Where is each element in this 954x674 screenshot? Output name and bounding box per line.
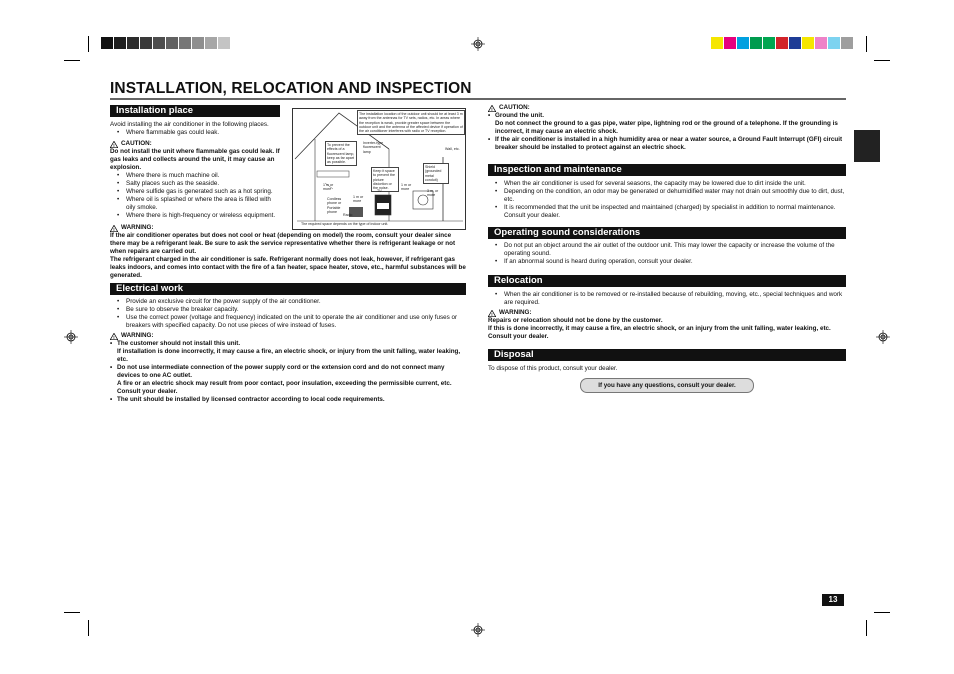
color-swatch bbox=[828, 37, 840, 49]
svg-text:!: ! bbox=[113, 334, 115, 340]
warning-body: If this is done incorrectly, it may cause a fire, an electric shock, or an injury from the unit falling, water leaking, etc. Consult your dealer. bbox=[488, 325, 831, 340]
title-rule bbox=[110, 98, 846, 100]
color-swatch bbox=[841, 37, 853, 49]
page-title: INSTALLATION, RELOCATION AND INSPECTION bbox=[110, 80, 472, 97]
diagram-radio-label: Radio bbox=[343, 213, 353, 217]
color-swatch bbox=[763, 37, 775, 49]
electrical-work-block bbox=[110, 298, 466, 404]
color-swatch bbox=[192, 37, 204, 49]
warning-item: • The customer should not install this unit. If installation is done incorrectly, it may cause a fire, an electric shock, or injury from the unit falling, water leaking, etc. bbox=[110, 340, 466, 364]
color-swatch bbox=[737, 37, 749, 49]
diagram-1m-label-c: 1 m or more bbox=[401, 183, 412, 192]
color-swatch bbox=[153, 37, 165, 49]
color-swatch bbox=[179, 37, 191, 49]
list-item: • When the air conditioner is to be removed or re-installed because of rebuilding, moving, etc., special techniques and work are required. bbox=[488, 291, 846, 307]
color-swatch bbox=[205, 37, 217, 49]
crop-mark bbox=[866, 36, 867, 52]
list-item: • It is recommended that the unit be inspected and maintained (charged) by specialist in addition to normal maintenance. Consult your dealer. bbox=[488, 204, 846, 220]
section-heading-installation-place: Installation place bbox=[110, 105, 280, 117]
operating-sound-block bbox=[488, 242, 846, 266]
color-swatch bbox=[166, 37, 178, 49]
bullet-list bbox=[488, 180, 846, 220]
diagram-prevent-label: To prevent the effects of a fluorescent lamp, keep as far apart as possible. bbox=[325, 141, 357, 166]
list-item: • Provide an exclusive circuit for the power supply of the air conditioner. bbox=[110, 298, 466, 306]
warning-triangle-icon bbox=[488, 310, 496, 317]
bullet-list bbox=[110, 129, 282, 137]
color-swatch bbox=[114, 37, 126, 49]
warning-triangle-icon bbox=[110, 333, 118, 340]
crop-mark bbox=[866, 620, 867, 636]
list-item: • Where there is high-frequency or wireless equipment. bbox=[110, 212, 280, 220]
diagram-tv-label: TV bbox=[377, 189, 382, 193]
relocation-block bbox=[488, 291, 846, 341]
warning-label: ! WARNING: bbox=[110, 332, 466, 340]
crop-mark bbox=[88, 36, 89, 52]
color-swatch bbox=[711, 37, 723, 49]
intro-text: Avoid installing the air conditioner in the following places. bbox=[110, 121, 269, 128]
grounding-caution-block bbox=[488, 104, 846, 152]
color-swatch bbox=[101, 37, 113, 49]
warning-label: ! WARNING: bbox=[488, 309, 846, 317]
registration-mark-icon bbox=[471, 37, 485, 51]
diagram-3m-label: 3 m, or more bbox=[427, 189, 439, 198]
bullet-list bbox=[488, 291, 846, 307]
section-heading-electrical-work: Electrical work bbox=[110, 283, 466, 295]
diagram-bottom-note: The required space depends on the type of indoor unit. bbox=[301, 222, 389, 226]
diagram-1m-label-b: 1 m or more bbox=[353, 195, 364, 204]
color-swatch bbox=[140, 37, 152, 49]
color-swatch bbox=[815, 37, 827, 49]
color-swatch bbox=[724, 37, 736, 49]
color-swatch bbox=[750, 37, 762, 49]
bullet-list bbox=[110, 298, 466, 330]
list-item: • Salty places such as the seaside. bbox=[110, 180, 280, 188]
warning-triangle-icon bbox=[110, 225, 118, 232]
registration-mark-icon bbox=[876, 330, 890, 344]
diagram-keep-space-label: Keep it space to prevent the picture distortion or the noise. bbox=[371, 167, 399, 192]
caution-item: • Ground the unit. Do not connect the ground to a gas pipe, water pipe, lightning rod or the ground of a telephone. If the grounding is incorrect, it may cause an electric shock. bbox=[488, 112, 846, 136]
warning-text: If the air conditioner operates but does not cool or heat (depending on model) the room, consult your dealer since there may be a refrigerant leak. Be sure to ask the service representative whether there is refrigerant leakage or not when repairs are carried out. bbox=[110, 232, 456, 255]
caution-list bbox=[488, 112, 846, 152]
contact-dealer-note: If you have any questions, consult your dealer. bbox=[580, 378, 754, 393]
caution-label: ! CAUTION: bbox=[110, 140, 282, 148]
svg-text:!: ! bbox=[491, 106, 493, 112]
color-swatch bbox=[802, 37, 814, 49]
list-item: • Depending on the condition, an odor may be generated or dehumidified water may not drain out smoothly due to dirt, dust, etc. bbox=[488, 188, 846, 204]
installation-place-block bbox=[110, 121, 282, 220]
crop-mark bbox=[874, 612, 890, 613]
section-heading-relocation: Relocation bbox=[488, 275, 846, 287]
diagram-wall-label: Wall, etc. bbox=[445, 147, 460, 151]
installation-warning-block bbox=[110, 224, 466, 280]
svg-text:!: ! bbox=[491, 311, 493, 317]
caution-item: • If the air conditioner is installed in a high humidity area or near a water source, a Ground Fault Interrupt (GFI) circuit breaker should be installed to protect against an electric shock. bbox=[488, 136, 846, 152]
list-item: • Where sulfide gas is generated such as a hot spring. bbox=[110, 188, 280, 196]
diagram-inverter-label: Inverter-type fluorescent lamp bbox=[363, 141, 384, 154]
list-item: • Do not put an object around the air outlet of the outdoor unit. This may lower the capacity or increase the volume of the operating sound. bbox=[488, 242, 846, 258]
crop-mark bbox=[64, 60, 80, 61]
caution-text: Do not install the unit where flammable gas could leak. If gas leaks and collects around the unit, it may cause an explosion. bbox=[110, 148, 280, 171]
bullet-list bbox=[110, 172, 280, 220]
list-item: • Where oil is splashed or where the area is filled with oily smoke. bbox=[110, 196, 280, 212]
list-item: • Where there is much machine oil. bbox=[110, 172, 280, 180]
section-tab bbox=[854, 130, 880, 162]
section-heading-disposal: Disposal bbox=[488, 349, 846, 361]
disposal-text: To dispose of this product, consult your dealer. bbox=[488, 365, 618, 372]
caution-triangle-icon bbox=[488, 105, 496, 112]
svg-text:!: ! bbox=[113, 142, 115, 148]
warning-text: The refrigerant charged in the air conditioner is safe. Refrigerant normally does not leak, however, if refrigerant gas leaks indoors, and comes into contact with the fire of a fan heater, space heater, stove, etc., harmful substances will be generated. bbox=[110, 256, 466, 279]
page-number: 13 bbox=[822, 594, 844, 606]
color-swatch bbox=[776, 37, 788, 49]
section-heading-operating-sound: Operating sound considerations bbox=[488, 227, 846, 239]
diagram-cordless-label: Cordless phone or Portable phone bbox=[327, 197, 342, 214]
list-item: • When the air conditioner is used for several seasons, the capacity may be lowered due to dirt inside the unit. bbox=[488, 180, 846, 188]
crop-mark bbox=[88, 620, 89, 636]
color-swatch bbox=[218, 37, 230, 49]
section-heading-inspection: Inspection and maintenance bbox=[488, 164, 846, 176]
diagram-top-note: The installation location of the outdoor unit should be at least 3 m away from the antennas for TV sets, radios, etc. In areas where the reception is weak, provide greater space between the outdoor unit and the antenna of the affected device if operation of the air conditioner interferes with radio or TV reception. bbox=[357, 110, 465, 135]
warning-head: Repairs or relocation should not be done by the customer. bbox=[488, 317, 663, 324]
registration-mark-icon bbox=[471, 623, 485, 637]
color-swatch bbox=[127, 37, 139, 49]
installation-diagram bbox=[292, 108, 466, 230]
caution-label: ! CAUTION: bbox=[488, 104, 846, 112]
svg-text:!: ! bbox=[113, 226, 115, 232]
crop-mark bbox=[874, 60, 890, 61]
caution-triangle-icon bbox=[110, 141, 118, 148]
inspection-block bbox=[488, 180, 846, 220]
list-item: • Use the correct power (voltage and frequency) indicated on the unit to operate the air conditioner and use only fuses or breakers with specified capacity. Do not use pieces of wire instead of fuses. bbox=[110, 314, 466, 330]
diagram-shield-label: Shield (grounded metal conduit) bbox=[423, 163, 449, 184]
warning-label: ! WARNING: bbox=[110, 224, 466, 232]
bullet-list bbox=[488, 242, 846, 266]
list-item: • Be sure to observe the breaker capacity. bbox=[110, 306, 466, 314]
list-item: • Where flammable gas could leak. bbox=[110, 129, 282, 137]
warning-list bbox=[110, 340, 466, 404]
warning-item: • Do not use intermediate connection of the power supply cord or the extension cord and do not connect many devices to one AC outlet. A fire or an electric shock may result from poor contact, poor insulation, exceeding the permissible current, etc. Consult your dealer. bbox=[110, 364, 466, 396]
color-swatch bbox=[789, 37, 801, 49]
list-item: • If an abnormal sound is heard during operation, consult your dealer. bbox=[488, 258, 846, 266]
registration-mark-icon bbox=[64, 330, 78, 344]
diagram-1m-label-a: 1 m or more bbox=[323, 183, 334, 192]
crop-mark bbox=[64, 612, 80, 613]
warning-item: • The unit should be installed by licensed contractor according to local code requirements. bbox=[110, 396, 466, 404]
